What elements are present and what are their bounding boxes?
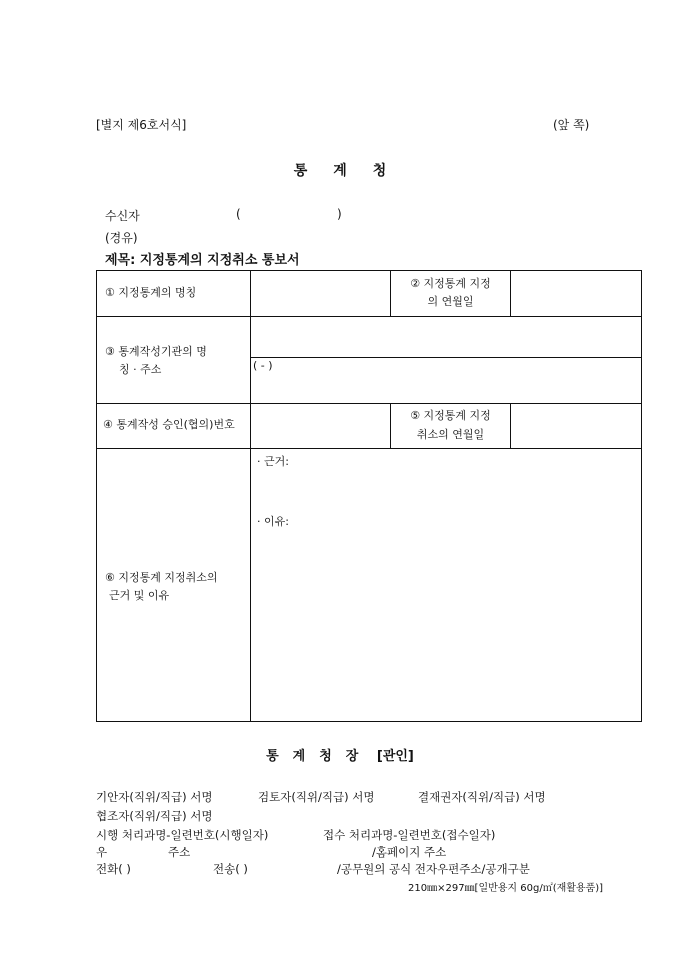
- row-divider: [251, 357, 641, 358]
- field6-value[interactable]: [251, 449, 641, 721]
- issuer-title: [0, 745, 680, 764]
- recipient-label: 수신자: [105, 209, 140, 223]
- form-number: [별지 제6호서식]: [96, 118, 187, 132]
- paper-spec: 210㎜×297㎜[일반용지 60g/㎡(재활용품)]: [408, 883, 604, 894]
- recipient-open-paren: (: [236, 207, 241, 221]
- issuer-name: 통계청장: [266, 749, 373, 764]
- field4-label: ④ 통계작성 승인(협의)번호: [103, 418, 235, 431]
- field5-label-line2: 취소의 연월일: [416, 428, 485, 441]
- field5-value[interactable]: [511, 404, 641, 448]
- homepage: /홈페이지 주소: [372, 845, 447, 859]
- page-side: (앞 쪽): [553, 118, 590, 132]
- field6-label-line2: 근거 및 이유: [109, 589, 170, 602]
- cooperator-sign: 협조자(직위/직급) 서명: [96, 809, 213, 823]
- reason-label: · 이유:: [257, 515, 289, 528]
- recipient-close-paren: ): [337, 207, 342, 221]
- approver-sign: 결재권자(직위/직급) 서명: [418, 790, 546, 804]
- field1-value[interactable]: [251, 271, 390, 316]
- drafter-sign: 기안자(직위/직급) 서명: [96, 790, 213, 804]
- fax: 전송( ): [213, 862, 248, 876]
- field3-label-line2: 칭 · 주소: [119, 363, 162, 376]
- receipt-info: 접수 처리과명-일련번호(접수일자): [323, 828, 496, 842]
- enforcement-info: 시행 처리과명-일련번호(시행일자): [96, 828, 269, 842]
- official-seal: [관인]: [376, 749, 414, 764]
- address: 주소: [168, 845, 191, 859]
- reviewer-sign: 검토자(직위/직급) 서명: [258, 790, 375, 804]
- field3-value[interactable]: [251, 317, 641, 357]
- subject-line: 제목: 지정통계의 지정취소 통보서: [105, 253, 300, 268]
- field4-value[interactable]: [251, 404, 390, 448]
- field2-label-line2: 의 연월일: [427, 295, 474, 308]
- field1-label: ① 지정통계의 명칭: [105, 286, 197, 299]
- basis-label: · 근거:: [257, 455, 289, 468]
- field2-label-line1: ② 지정통계 지정: [410, 277, 491, 290]
- notice-form: [96, 270, 642, 722]
- via-label: (경유): [105, 231, 138, 245]
- field2-value[interactable]: [511, 271, 641, 316]
- official-email: /공무원의 공식 전자우편주소/공개구분: [337, 862, 530, 876]
- field3-label-line1: ③ 통계작성기관의 명: [105, 345, 207, 358]
- phone: 전화( ): [96, 862, 131, 876]
- field5-label-line1: ⑤ 지정통계 지정: [410, 409, 491, 422]
- postal-code: 우: [96, 845, 108, 859]
- page-title: 통계청: [293, 163, 413, 179]
- field6-label-line1: ⑥ 지정통계 지정취소의: [105, 571, 218, 584]
- field3-phone[interactable]: ( - ): [253, 359, 273, 372]
